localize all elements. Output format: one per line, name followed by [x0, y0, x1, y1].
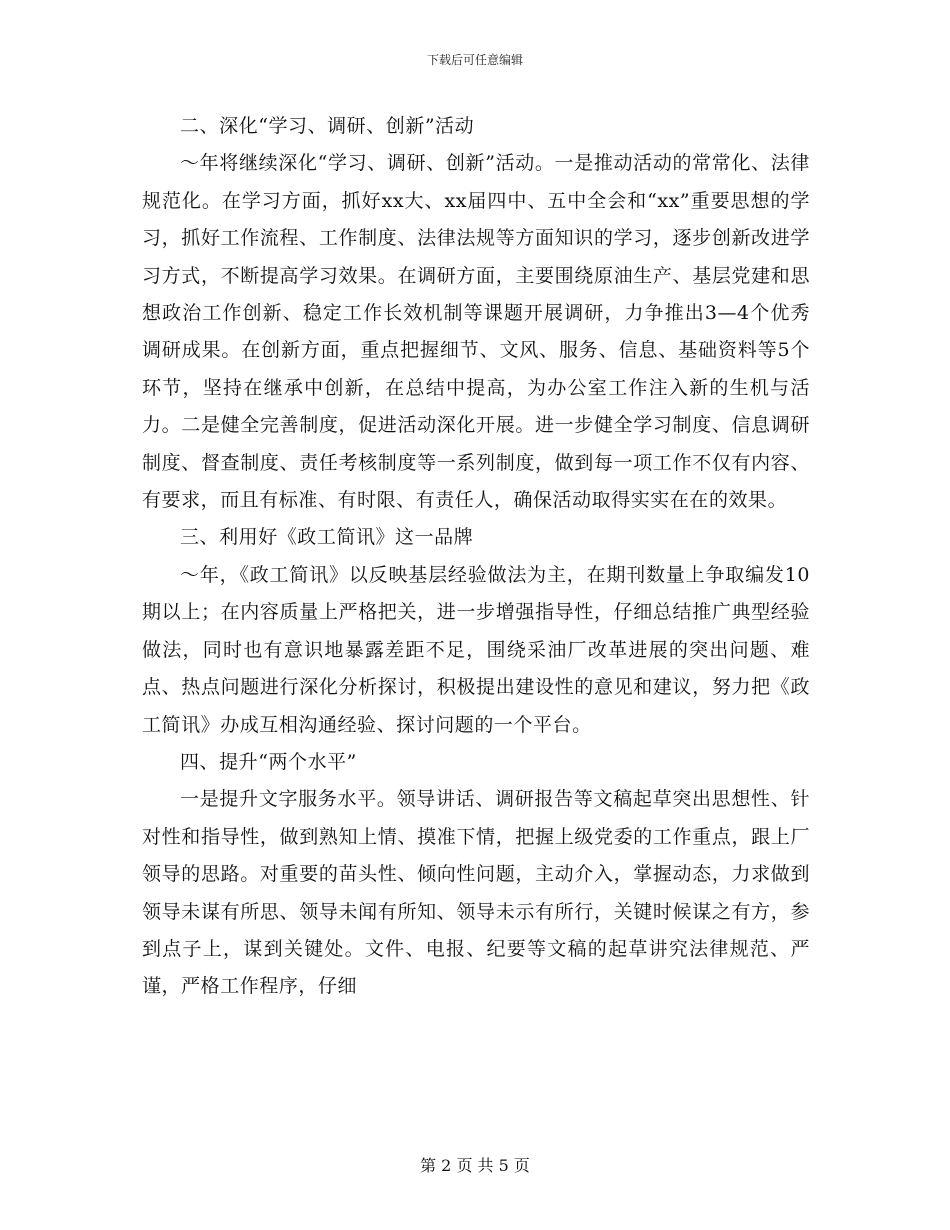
section-heading-4: 四、提升“两个水平”	[180, 750, 357, 773]
body-paragraph: ～年将继续深化“学习、调研、创新”活动。一是推动活动的常常化、法律规范化。在学习方面，抓好xx大、xx届四中、五中全会和“xx”重要思想的学习，抓好工作流程、工作制度、法律法规等方面知识的学习，逐步创新改进学习方式，不断提高学习效果。在调研方面，主要围绕原油生产、基层党建和思想政治工作创新、稳定工作长效机制等课题开展调研，力争推出3—4个优秀调研成果。在创新方面，重点把握细节、文风、服务、信息、基础资料等5个环节，坚持在继承中创新，在总结中提高，为办公室工作注入新的生机与活力。二是健全完善制度，促进活动深化开展。进一步健全学习制度、信息调研制度、督查制度、责任考核制度等一系列制度，做到每一项工作不仅有内容、有要求，而且有标准、有时限、有责任人，确保活动取得实实在在的效果。	[142, 152, 810, 512]
page-header-note: 下载后可任意编辑	[426, 53, 523, 67]
section-heading-2: 二、深化“学习、调研、创新”活动	[180, 115, 475, 137]
body-paragraph: ～年，《政工简讯》以反映基层经验做法为主，在期刊数量上争取编发10期以上；在内容质量上严格把关，进一步增强指导性，仔细总结推广典型经验做法，同时也有意识地暴露差距不足，围绕采油厂改革进展的突出问题、难点、热点问题进行深化分析探讨，积极提出建设性的意见和建议，努力把《政工简讯》办成互相沟通经验、探讨问题的一个平台。	[142, 563, 810, 736]
page-number: 第 2 页 共 5 页	[420, 1156, 530, 1175]
section-heading-3: 三、利用好《政工简讯》这一品牌	[180, 526, 474, 549]
document-body	[142, 108, 810, 1006]
body-paragraph: 一是提升文字服务水平。领导讲话、调研报告等文稿起草突出思想性、针对性和指导性，做到熟知上情、摸准下情，把握上级党委的工作重点，跟上厂领导的思路。对重要的苗头性、倾向性问题，主动介入，掌握动态，力求做到领导未谋有所思、领导未闻有所知、领导未示有所行，关键时候谋之有方，参到点子上，谋到关键处。文件、电报、纪要等文稿的起草讲究法律规范、严谨，严格工作程序，仔细	[142, 788, 810, 998]
